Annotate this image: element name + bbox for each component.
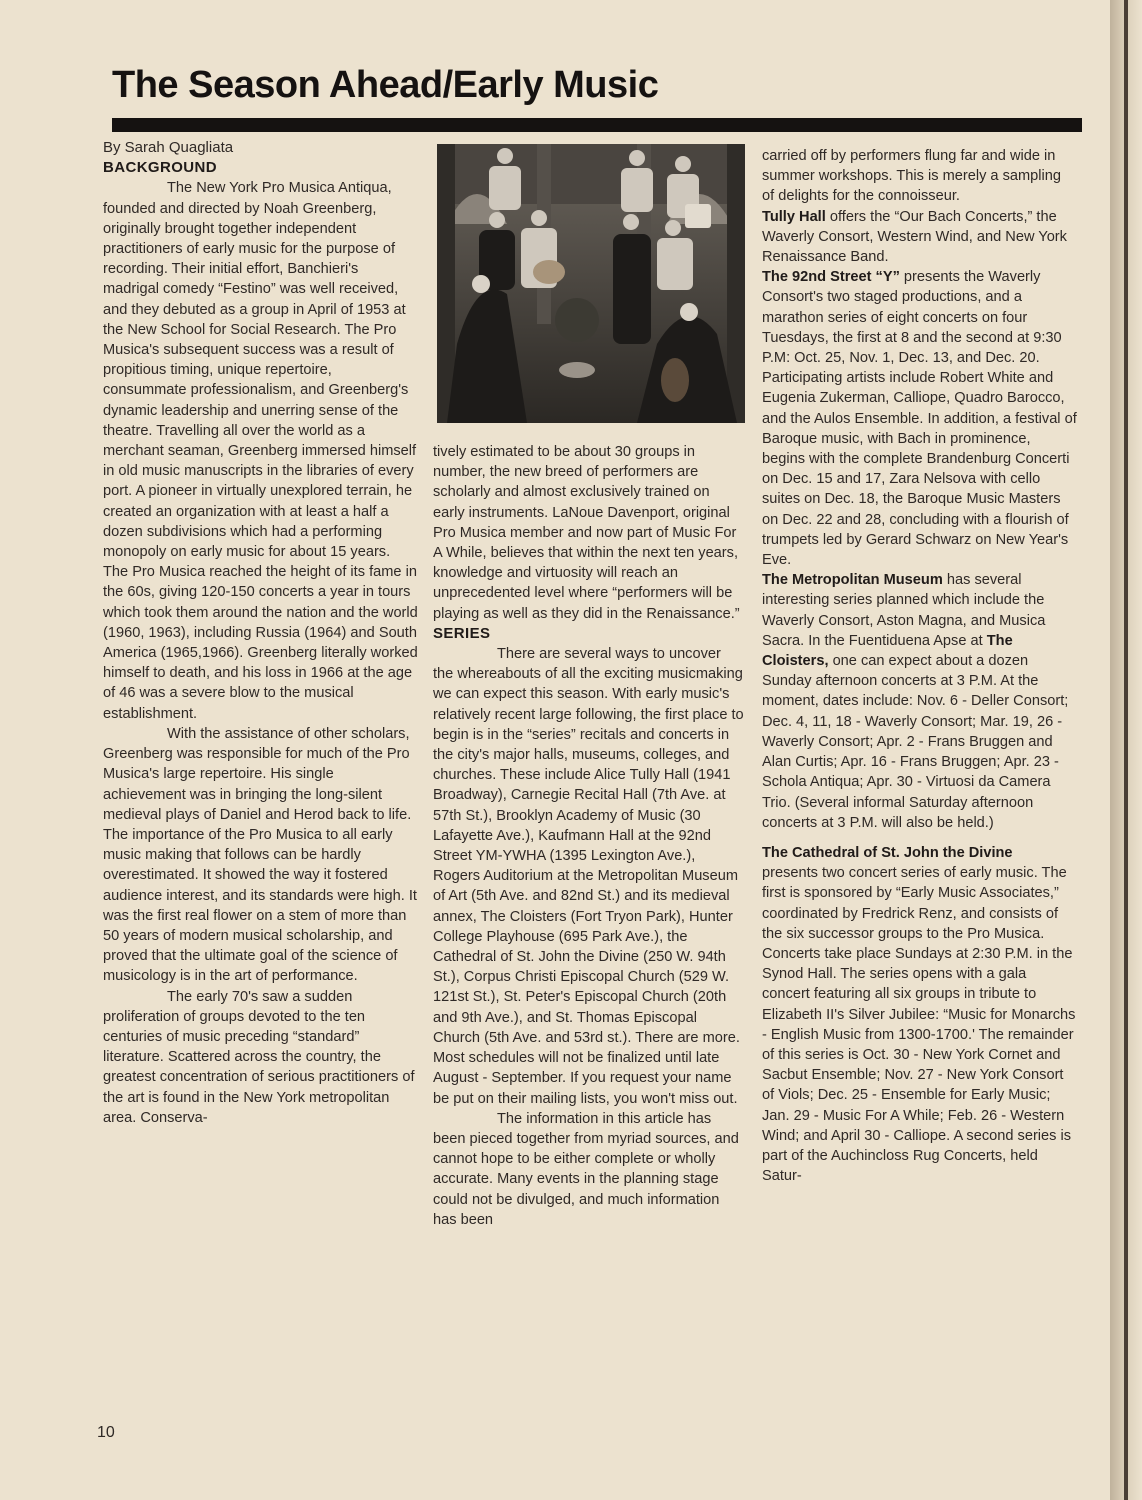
paragraph-met-museum — [762, 570, 1077, 833]
venue-name: The 92nd Street “Y” — [762, 269, 900, 286]
paragraph-92nd-y — [762, 267, 1077, 570]
paragraph-tully — [762, 207, 1077, 268]
spacer — [762, 833, 1077, 843]
paragraph: carried off by performers flung far and wide in summer workshops. This is merely a sampling of delights for the connoisseur. — [762, 148, 1061, 205]
paragraph: The early 70's saw a sudden proliferation of groups devoted to the ten centuries of music preceding “standard” literature. Scattered across the country, the greatest concentration of serious practitioners of the art is found in the New York metropolitan area. Conserva- — [103, 988, 415, 1126]
venue-text: one can expect about a dozen Sunday afternoon concerts at 3 P.M. At the moment, dates include: Nov. 6 - Deller Consort; Dec. 4, 11, 18 - Waverly Consort; Mar. 19, 26 - Waverly Consort; Apr. 2 - Frans Bruggen and Alan Curtis; Apr. 16 - Frans Bruggen; Apr. 23 - Schola Antiqua; Apr. 30 - Virtuosi da Camera Trio. (Several informal Saturday afternoon concerts at 3 P.M. will also be held.) — [762, 653, 1069, 831]
section-heading-background: BACKGROUND — [103, 159, 217, 177]
column-2 — [433, 442, 745, 1230]
venue-name: Tully Hall — [762, 208, 826, 225]
paragraph: The information in this article has been pieced together from myriad sources, and cannot hope to be either complete or wholly accurate. Many events in the planning stage could not be divulged, and much information has been — [433, 1110, 739, 1228]
byline: By Sarah Quagliata — [103, 139, 234, 156]
section-heading-series: SERIES — [433, 624, 491, 642]
venue-text: presents the Waverly Consort's two staged productions, and a marathon series of eight concerts on four Tuesdays, the first at 8 and the second at 9:30 P.M: Oct. 25, Nov. 1, Dec. 13, and Dec. 20. Participating artists include Robert White and Eugenia Zukerman, Calliope, Quadro Barocco, and the Aulos Ensemble. In addition, a festival of Baroque music, with Bach in prominence, begins with the complete Brandenburg Concerti on Dec. 15 and 17, Zara Nelsova with cello suites on Dec. 18, the Baroque Music Masters on Dec. 22 and 28, concluding with a flourish of trumpets led by Gerard Schwarz on New Year's Eve. — [762, 269, 1077, 569]
venue-name: The Cloisters, — [762, 632, 1013, 670]
binding-edge — [1124, 0, 1128, 1500]
paragraph: tively estimated to be about 30 groups in number, the new breed of performers are scholarly and almost exclusively trained on early instruments. LaNoue Davenport, original Pro Musica member and now part of Music For A While, believes that within the next ten years, knowledge and virtuosity will reach an unprecedented level where “performers will be playing as well as they did in the Renaissance.” — [433, 444, 740, 622]
paragraph: With the assistance of other scholars, Greenberg was responsible for much of the Pro Musica's large repertoire. His single achievement was in bringing the long-silent medieval plays of Daniel and Herod back to life. The importance of the Pro Musica to all early music making that follows can be hardly overestimated. It showed the way it fostered audience interest, and its standards were high. It was the first real flower on a stem of more than 50 years of modern musical scholarship, and proved that the ultimate goal of the science of musicology is in the art of performance. — [103, 725, 417, 985]
page-number: 10 — [97, 1424, 115, 1441]
venue-name-cathedral: The Cathedral of St. John the Divine — [762, 844, 1013, 861]
column-1 — [103, 138, 418, 1128]
venue-text: has several interesting series planned which include the Waverly Consort, Aston Magna, and Musica Sacra. In the Fuentiduena Apse at — [762, 572, 1046, 649]
ensemble-photo — [437, 144, 745, 423]
paragraph: The New York Pro Musica Antiqua, founded and directed by Noah Greenberg, originally brought together independent practitioners of early music for the purpose of recording. Their initial effort, Banchieri's madrigal comedy “Festino” was well received, and they debuted as a group in April of 1953 at the New School for Social Research. The Pro Musica's subsequent success was a result of propitious timing, unique repertoire, consummate professionalism, and Greenberg's dynamic leadership and unerring sense of the theatre. Travelling all over the world as a merchant seaman, Greenberg immersed himself in old music manuscripts in the libraries of every port. A pioneer in virtually unexplored terrain, he created an organization with at least a half a dozen subdivisions which had a performing monopoly on early music for about 15 years. The Pro Musica reached the height of its fame in the 60s, giving 120-150 concerts a year in tours which took them around the nation and the world (1960, 1963), including Russia (1964) and South America (1965,1966). Greenberg literally worked himself to death, and his loss in 1966 at the age of 46 was a severe blow to the musical establishment. — [103, 180, 418, 722]
headline: The Season Ahead/Early Music — [112, 64, 659, 106]
venue-name: The Metropolitan Museum — [762, 572, 943, 589]
paragraph-cathedral: presents two concert series of early music. The first is sponsored by “Early Music Associates,” coordinated by Fredrick Renz, and consists of the six successor groups to the Pro Musica. Concerts take place Sundays at 2:30 P.M. in the Synod Hall. The series opens with a gala concert featuring all six groups in tribute to Elizabeth II's Silver Jubilee: “Music for Monarchs - English Music from 1300-1700.' The remainder of this series is Oct. 30 - New York Cornet and Sacbut Ensemble; Nov. 27 - New York Consort of Viols; Dec. 25 - Ensemble for Early Music; Jan. 29 - Music For A While; Feb. 26 - Western Wind; and April 30 - Calliope. A second series is part of the Auchincloss Rug Concerts, held Satur- — [762, 865, 1076, 1185]
headline-rule — [112, 118, 1082, 132]
ensemble-photo-illustration — [437, 144, 745, 423]
column-3 — [762, 146, 1077, 1186]
venue-text: offers the “Our Bach Concerts,” the Waverly Consort, Western Wind, and New York Renaissance Band. — [762, 208, 1067, 266]
paragraph: There are several ways to uncover the whereabouts of all the exciting musicmaking we can expect this season. With early music's relatively recent large following, the first place to begin is in the “series” recitals and concerts in the city's major halls, museums, colleges, and churches. These include Alice Tully Hall (1941 Broadway), Carnegie Recital Hall (7th Ave. at 57th St.), Brooklyn Academy of Music (30 Lafayette Ave.), Kaufmann Hall at the 92nd Street YM-YWHA (1395 Lexington Ave.), Rogers Auditorium at the Metropolitan Museum of Art (5th Ave. and 82nd St.) and its medieval annex, The Cloisters (Fort Tryon Park), Hunter College Playhouse (695 Park Ave.), the Cathedral of St. John the Divine (250 W. 94th St.), Corpus Christi Episcopal Church (529 W. 121st St.), St. Peter's Episcopal Church (20th and 9th Ave.), and St. Thomas Episcopal Church (5th Ave. and 53rd st.). There are more. Most schedules will not be finalized until late August - September. If you request your name be put on their mailing lists, you won't miss out. — [433, 646, 744, 1107]
